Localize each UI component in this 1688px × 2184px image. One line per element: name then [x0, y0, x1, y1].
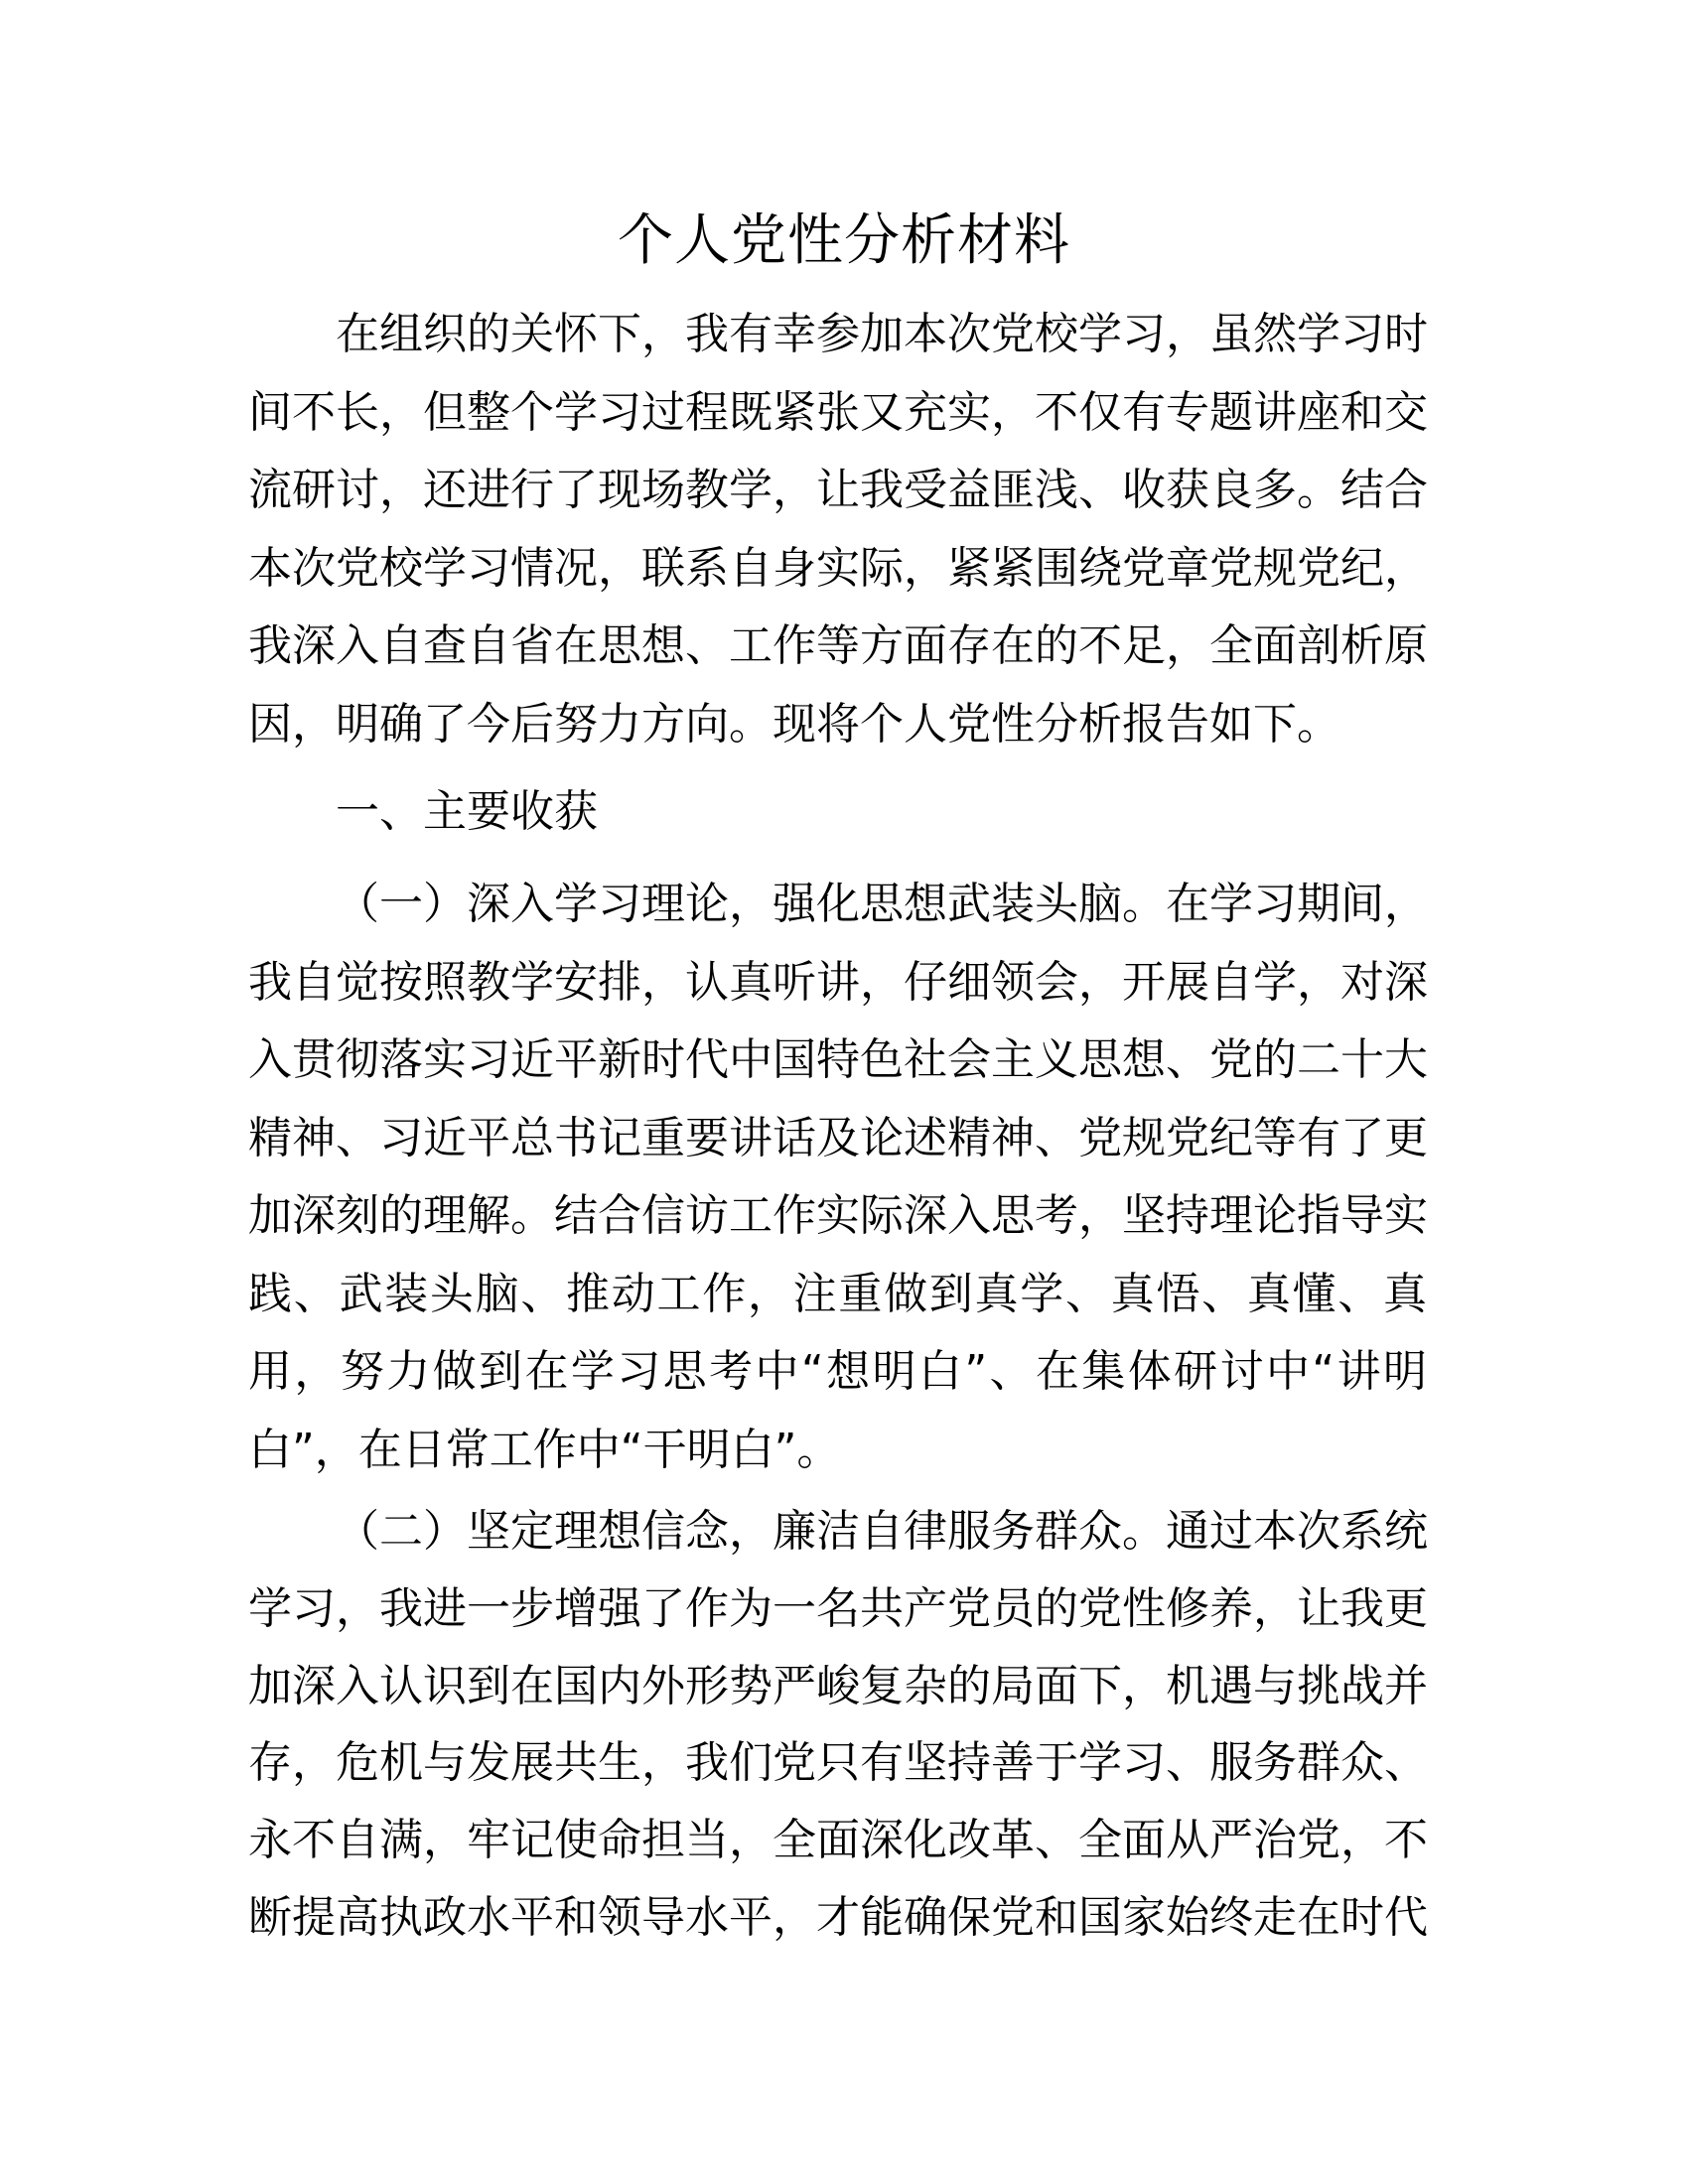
item1-paragraph-line: 践、武装头脑、推动工作，注重做到真学、真悟、真懂、真: [248, 1268, 1427, 1319]
item1-paragraph-line: （一）深入学习理论，强化思想武装头脑。在学习期间，: [336, 879, 1428, 929]
item2-paragraph-line: （二）坚定理想信念，廉洁自律服务群众。通过本次系统: [336, 1506, 1428, 1557]
intro-paragraph-line: 我深入自查自省在思想、工作等方面存在的不足，全面剖析原: [248, 620, 1428, 672]
item2-paragraph-line: 加深入认识到在国内外形势严峻复杂的局面下，机遇与挑战并: [248, 1660, 1428, 1711]
document-title: 个人党性分析材料: [618, 208, 1070, 273]
item2-paragraph-line: 存，危机与发展共生，我们党只有坚持善于学习、服务群众、: [248, 1737, 1428, 1789]
intro-paragraph-line: 间不长，但整个学习过程既紧张又充实，不仅有专题讲座和交: [248, 386, 1428, 438]
section-heading: 一、主要收获: [336, 786, 598, 837]
item1-paragraph-line: 精神、习近平总书记重要讲话及论述精神、党规党纪等有了更: [248, 1112, 1428, 1163]
intro-paragraph-line: 本次党校学习情况，联系自身实际，紧紧围绕党章党规党纪，: [248, 542, 1428, 594]
intro-paragraph-line: 因，明确了今后努力方向。现将个人党性分析报告如下。: [248, 699, 1340, 750]
item1-paragraph-line: 我自觉按照教学安排，认真听讲，仔细领会，开展自学，对深: [248, 956, 1428, 1008]
item2-paragraph-line: 永不自满，牢记使命担当，全面深化改革、全面从严治党，不: [248, 1815, 1428, 1866]
intro-paragraph-line: 流研讨，还进行了现场教学，让我受益匪浅、收获良多。结合: [248, 465, 1428, 516]
intro-paragraph-line: 在组织的关怀下，我有幸参加本次党校学习，虽然学习时: [336, 309, 1428, 359]
item2-paragraph-line: 断提高执政水平和领导水平，才能确保党和国家始终走在时代: [248, 1892, 1428, 1943]
item1-paragraph-line: 用，努力做到在学习思考中“想明白”、在集体研讨中“讲明: [248, 1346, 1427, 1397]
item1-paragraph-line: 白”，在日常工作中“干明白”。: [248, 1424, 841, 1475]
item1-paragraph-line: 加深刻的理解。结合信访工作实际深入思考，坚持理论指导实: [248, 1190, 1428, 1241]
item1-paragraph-line: 入贯彻落实习近平新时代中国特色社会主义思想、党的二十大: [248, 1034, 1428, 1085]
item2-paragraph-line: 学习，我进一步增强了作为一名共产党员的党性修养，让我更: [248, 1582, 1428, 1634]
